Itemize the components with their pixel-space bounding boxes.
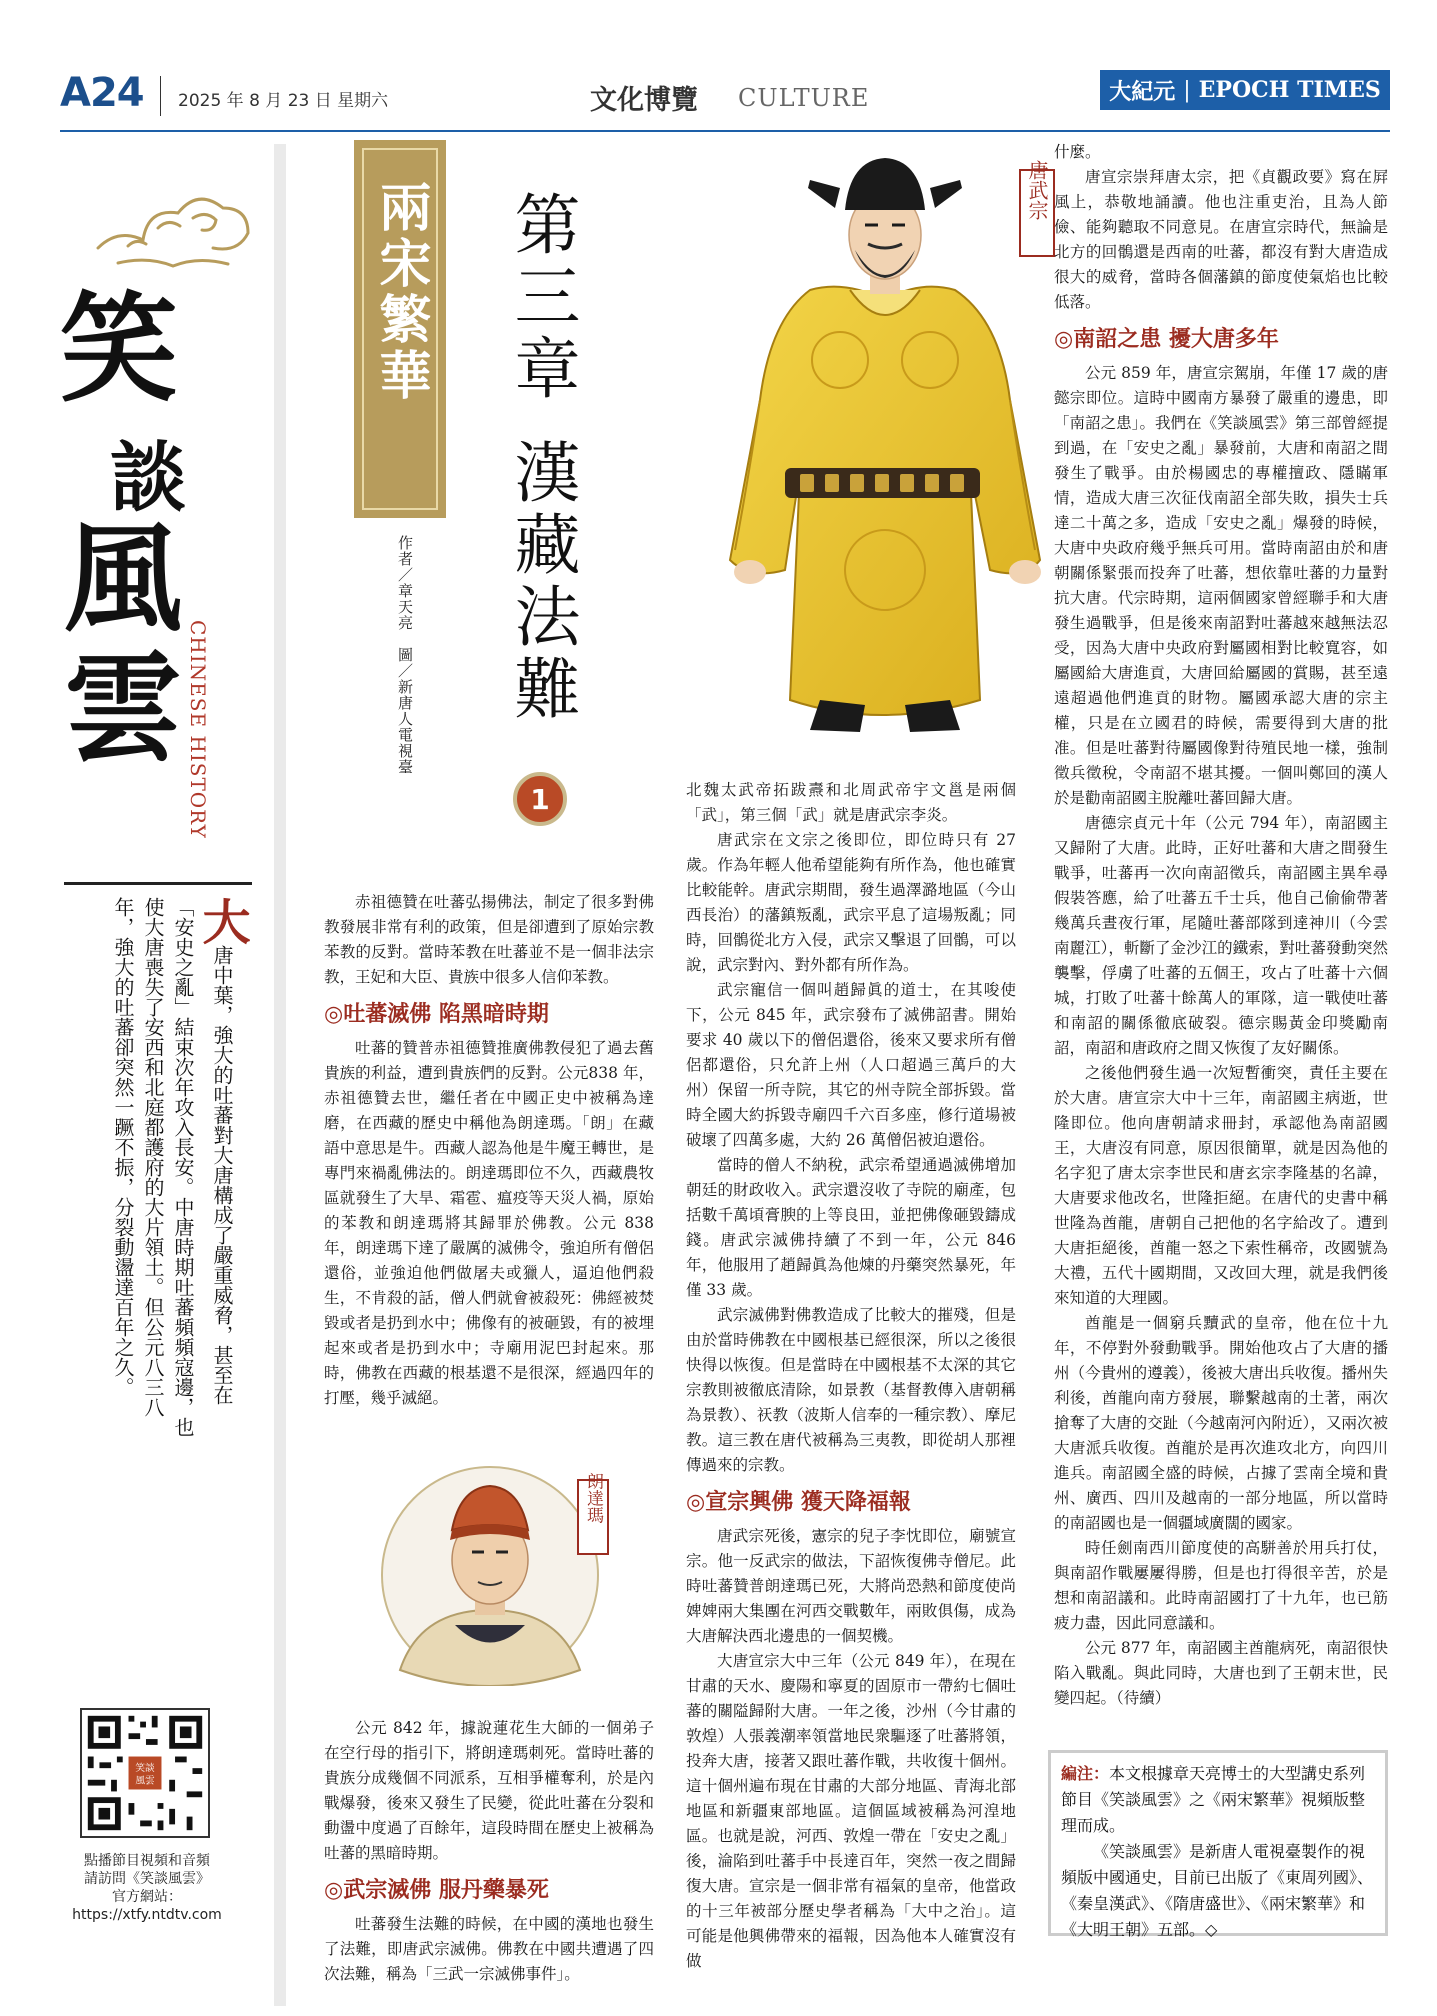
page-number: A24 xyxy=(60,70,144,116)
emperor-label: 唐武宗 xyxy=(1025,160,1049,220)
intro-box xyxy=(64,882,252,1456)
paragraph: 之後他們發生過一次短暫衝突，責任主要在於大唐。唐宣宗大中十三年，南詔國主病逝，世隆即位。他向唐朝請求冊封，承認他為南詔國王，大唐沒有同意，原因很簡單，就是因為他的名字犯了唐太宗李世民和唐玄宗李隆基的名諱，大唐要求他改名，世隆拒絕。在唐代的史書中稱世隆為酋龍，唐朝自己把他的名字給改了。遭到大唐拒絕後，酋龍一怒之下索性稱帝，改國號為大禮，五代十國期間，又改回大理，就是我們後來知道的大理國。 xyxy=(1054,1064,1388,1307)
editor-note-label: 編注： xyxy=(1061,1764,1110,1783)
article-column-3 xyxy=(1054,140,1388,1711)
paragraph: 時任劍南西川節度使的高駢善於用兵打仗，與南詔作戰屢屢得勝，但是也打得很辛苦，於是想和南詔議和。此時南詔國打了十九年，也已筋疲力盡，因此同意議和。 xyxy=(1054,1539,1388,1632)
column-title-char-1: 笑 xyxy=(60,279,179,418)
series-title-box xyxy=(354,140,446,518)
article-column-1-continued xyxy=(324,1716,654,1987)
intro-dropcap: 大 xyxy=(194,897,250,945)
emperor-wuzong-illustration xyxy=(690,140,1070,748)
page-header xyxy=(60,70,1390,128)
section-title: 文化博覽 xyxy=(590,85,698,116)
header-divider xyxy=(160,76,161,116)
paragraph: 什麼。 xyxy=(1054,143,1101,161)
paragraph: 公元 842 年，據說蓮花生大師的一個弟子在空行母的指引下，將朗達瑪刺死。當時吐蕃的貴族分成幾個不同派系，互相爭權奪利，於是內戰爆發，後來又發生了民變，從此吐蕃在分裂和動盪中度過了百餘年，這段時間在歷史上被稱為吐蕃的黑暗時期。 xyxy=(324,1719,654,1862)
sidebar-divider-bar xyxy=(274,144,286,2006)
chapter-number: 第三章 xyxy=(503,190,580,406)
column-title-en: CHINESE HISTORY xyxy=(186,620,210,839)
subheading-nanzhao-trouble: ◎南詔之患 擾大唐多年 xyxy=(1054,327,1279,352)
paragraph: 酋龍是一個窮兵黷武的皇帝，他在位十九年，不停對外發動戰爭。開始他攻占了大唐的播州（今貴州的遵義），後被大唐出兵收復。播州失利後，酋龍向南方發展，聯繫越南的土著，兩次搶奪了大唐的交趾（今越南河內附近），又兩次被大唐派兵收復。酋龍於是再次進攻北方，向四川進兵。南詔國全盛的時候，占據了雲南全境和貴州、廣西、四川及越南的一部分地區，所以當時的南詔國也是一個疆域廣闊的國家。 xyxy=(1054,1314,1388,1532)
article-column-1 xyxy=(324,890,654,1411)
epoch-times-logo[interactable] xyxy=(1100,70,1390,110)
qr-url[interactable]: https://xtfy.ntdtv.com xyxy=(72,1907,222,1923)
paragraph: 唐武宗在文宗之後即位，即位時只有 27 歲。作為年輕人他希望能夠有所作為，他也確實比較能幹。唐武宗期間，發生過澤潞地區（今山西長治）的藩鎮叛亂，武宗平息了這場叛亂；同時，回鶻從北方入侵，武宗又擊退了回鶻，可以說，武宗對內、對外都有所作為。 xyxy=(686,831,1016,974)
paragraph: 吐蕃的贊普赤祖德贊推廣佛教侵犯了過去舊貴族的利益，遭到貴族們的反對。公元838 年，赤祖德贊去世，繼任者在中國正史中被稱為達磨，在西藏的歷史中稱他為朗達瑪。「朗」在藏語中意思是牛。西藏人認為他是牛魔王轉世，是專門來禍亂佛法的。朗達瑪即位不久，西藏農牧區就發生了大旱、霜雹、瘟疫等天災人禍，原始的苯教和朗達瑪將其歸罪於佛教。公元 838 年，朗達瑪下達了嚴厲的滅佛令，強迫所有僧侶還俗，並強迫他們做屠夫或獵人，逼迫他們殺生，不肯殺的話，僧人們就會被殺死：佛經被焚毀或者是扔到水中；佛像有的被砸毀，有的被埋起來或者是扔到水中；寺廟用泥巴封起來。那時，佛教在西藏的根基還不是很深，經過四年的打壓，幾乎滅絕。 xyxy=(324,1039,654,1407)
paragraph: 赤祖德贊在吐蕃弘揚佛法，制定了很多對佛教發展非常有利的政策，但是卻遭到了原始宗教苯教的反對。當時苯教在吐蕃並不是一個非法宗教，王妃和大臣、貴族中很多人信仰苯教。 xyxy=(324,893,654,986)
qr-badge-line-2: 風雲 xyxy=(135,1775,155,1787)
subheading-tibet-destroys-buddhism: ◎吐蕃滅佛 陷黑暗時期 xyxy=(324,1002,549,1027)
chapter-title xyxy=(500,190,582,750)
series-title: 兩宋繁華 xyxy=(370,180,430,404)
intro-body: 唐中葉，強大的吐蕃對大唐構成了嚴重威脅，甚至在「安史之亂」結束次年攻入長安。中唐時期吐蕃頻頻寇邊，也使大唐喪失了安西和北庭都護府的大片領土。但公元八三八年，強大的吐蕃卻突然一蹶不振，分裂動盪達百年之久。 xyxy=(111,897,234,1437)
byline: 作者／章天亮 圖／新唐人電視臺 xyxy=(396,535,414,775)
section-title-en: CULTURE xyxy=(738,84,870,112)
paragraph: 吐蕃發生法難的時候，在中國的漢地也發生了法難，即唐武宗滅佛。佛教在中國共遭遇了四次法難，稱為「三武一宗滅佛事件」。 xyxy=(324,1915,654,1983)
paragraph: 北魏太武帝拓跋燾和北周武帝宇文邕是兩個「武」，第三個「武」就是唐武宗李炎。 xyxy=(686,781,1016,824)
issue-date: 2025 年 8 月 23 日 星期六 xyxy=(178,91,389,111)
paragraph: 武宗寵信一個叫趙歸眞的道士，在其唆使下，公元 845 年，武宗發布了滅佛詔書。開始要求 40 歲以下的僧侶還俗，後來又要求所有僧侶都還俗，只允許上州（人口超過三萬戶的大州）保留一所寺院，其它的州寺院全部拆毀。當時全國大約拆毀寺廟四千六百多座，修行道場被破壞了四萬多處，大約 26 萬僧侶被迫還俗。 xyxy=(686,981,1016,1149)
editor-note-2: 《笑談風雲》是新唐人電視臺製作的視頻版中國通史，目前已出版了《東周列國》、《秦皇漢武》、《隋唐盛世》、《兩宋繁華》和《大明王朝》五部。◇ xyxy=(1061,1842,1374,1939)
column-title-char-2: 談 xyxy=(110,433,186,522)
column-title-char-3: 風 xyxy=(64,509,183,648)
logo-zh: 大紀元 xyxy=(1109,78,1176,105)
langdarma-portrait xyxy=(360,1460,630,1686)
qr-badge-line-1: 笑談 xyxy=(135,1763,155,1775)
paragraph: 唐德宗貞元十年（公元 794 年），南詔國主又歸附了大唐。此時，正好吐蕃和大唐之間發生戰爭，吐蕃再一次向南詔徵兵，南詔國主異牟尋假裝答應，給了吐蕃五千士兵，他自己偷偷帶著幾萬兵晝夜行軍，尾隨吐蕃部隊到達神川（今雲南麗江），斬斷了金沙江的鐵索，對吐蕃發動突然襲擊，俘虜了吐蕃的五個王，攻占了吐蕃十六個城，打敗了吐蕃十餘萬人的軍隊，這一戰使吐蕃和南詔的關係徹底破裂。德宗賜黃金印獎勵南詔，南詔和唐政府之間又恢復了友好關係。 xyxy=(1054,814,1388,1057)
logo-en: EPOCH TIMES xyxy=(1198,77,1381,103)
paragraph: 公元 877 年，南詔國主酋龍病死，南詔很快陷入戰亂。與此同時，大唐也到了王朝末世，民變四起。（待續） xyxy=(1054,1639,1388,1707)
editor-note-1 xyxy=(1061,1761,1375,1839)
subheading-wuzong-destroys-buddhism: ◎武宗滅佛 服丹藥暴死 xyxy=(324,1878,549,1903)
qr-code-icon[interactable] xyxy=(80,1708,210,1838)
qr-caption xyxy=(62,1852,232,1924)
paragraph: 公元 859 年，唐宣宗駕崩，年僅 17 歲的唐懿宗即位。這時中國南方暴發了嚴重的邊患，即「南詔之患」。我們在《笑談風雲》第三部曾經提到過，在「安史之亂」暴發前，大唐和南詔之間發生了戰爭。由於楊國忠的專權擅政、隱瞞軍情，造成大唐三次征伐南詔全部失敗，損失士兵達二十萬之多，造成「安史之亂」爆發的時候，大唐中央政府幾乎無兵可用。當時南詔由於和唐朝關係緊張而投奔了吐蕃，想依靠吐蕃的力量對抗大唐。代宗時期，這兩個國家曾經聯手和大唐發生過戰爭，但是後來南詔對吐蕃越來越無法忍受，因為大唐中央政府對屬國相對比較寬容，如屬國給大唐進貢，大唐回給屬國的賞賜，甚至遠遠超過他們進貢的財物。屬國承認大唐的宗主權，只是在立國君的時候，需要得到大唐的批准。但是吐蕃對待屬國像對待殖民地一樣，強制徵兵徵稅，令南詔不堪其擾。一個叫鄭回的漢人於是勸南詔國主脫離吐蕃回歸大唐。 xyxy=(1054,364,1388,807)
logo-separator: | xyxy=(1183,77,1191,103)
article-column-2 xyxy=(686,778,1016,1974)
paragraph: 唐武宗死後，憲宗的兒子李忱即位，廟號宣宗。他一反武宗的做法，下詔恢復佛寺僧尼。此時吐蕃贊普朗達瑪已死，大將尚恐熱和節度使尚婢婢兩大集團在河西交戰數年，兩敗俱傷，成為大唐解決西北邊患的一個契機。 xyxy=(686,1527,1016,1645)
paragraph: 大唐宣宗大中三年（公元 849 年），在現在甘肅的天水、慶陽和寧夏的固原市一帶約七個吐蕃的關隘歸附大唐。一年之後，沙州（今甘肅的敦煌）人張義潮率領當地民衆驅逐了吐蕃將領，投奔大唐，接著又跟吐蕃作戰，共收復十個州。這十個州遍布現在甘肅的大部分地區、青海北部地區和新疆東部地區。這個區域被稱為河湟地區。也就是說，河西、敦煌一帶在「安史之亂」後，淪陷到吐蕃手中長達百年，突然一夜之間歸復大唐。宣宗是一個非常有福氣的皇帝，他當政的十三年被部分歷史學者稱為「大中之治」。這可能是他興佛帶來的福報，因為他本人確實沒有做 xyxy=(686,1652,1016,1970)
editor-note-text-1: 本文根據章天亮博士的大型講史系列節目《笑談風雲》之《兩宋繁華》視頻版整理而成。 xyxy=(1061,1764,1366,1835)
subheading-xuanzong-revives-buddhism: ◎宣宗興佛 獲天降福報 xyxy=(686,1490,911,1515)
qr-caption-line-2: 請訪問《笑談風雲》 xyxy=(84,1871,210,1887)
auspicious-cloud-icon xyxy=(88,168,258,278)
column-title-char-4: 雲 xyxy=(64,639,183,778)
portrait-label: 朗達瑪 xyxy=(583,1472,603,1524)
chapter-name: 漢藏法難 xyxy=(503,438,580,726)
qr-caption-line-3: 官方網站： xyxy=(112,1889,182,1905)
part-number-badge: 1 xyxy=(513,772,567,826)
intro-text xyxy=(108,897,250,1442)
paragraph: 唐宣宗崇拜唐太宗，把《貞觀政要》寫在屛風上，恭敬地誦讀。他也注重吏治，且為人節儉、能夠聽取不同意見。在唐宣宗時代，無論是北方的回鶻還是西南的吐蕃，都沒有對大唐造成很大的威脅，當時各個藩鎮的節度使氣焰也比較低落。 xyxy=(1054,168,1388,311)
header-rule xyxy=(60,130,1390,132)
qr-caption-line-1: 點播節目視頻和音頻 xyxy=(84,1853,210,1869)
paragraph: 當時的僧人不納稅，武宗希望通過滅佛增加朝廷的財政收入。武宗還沒收了寺院的廟產，包括數千萬頃膏腴的上等良田，並把佛像砸毀鑄成錢。唐武宗滅佛持續了不到一年，公元 846 年，他服用了趙歸眞為他煉的丹藥突然暴死，年僅 33 歲。 xyxy=(686,1156,1016,1299)
editor-note-box xyxy=(1048,1750,1388,1939)
paragraph: 武宗滅佛對佛教造成了比較大的摧殘，但是由於當時佛教在中國根基已經很深，所以之後很快得以恢復。但是當時在中國根基不太深的其它宗教則被徹底清除，如景教（基督教傳入唐朝稱為景教）、祆教（波斯人信奉的一種宗教）、摩尼教。這三教在唐代被稱為三夷教，即從胡人那裡傳過來的宗教。 xyxy=(686,1306,1016,1474)
